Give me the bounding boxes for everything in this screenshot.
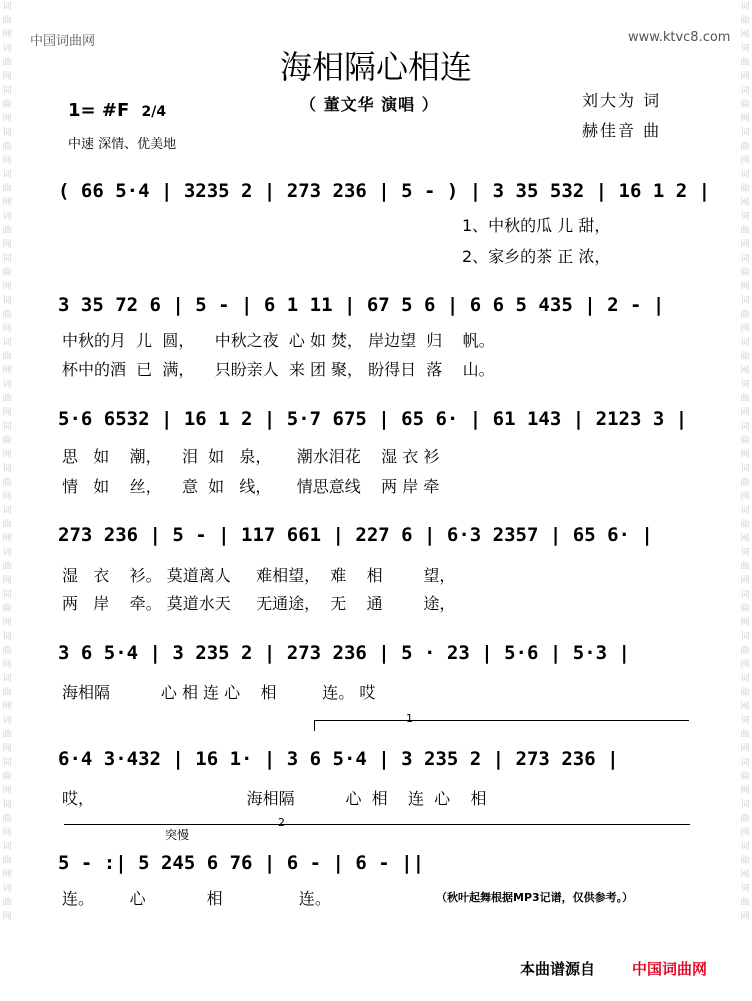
site-url-right[interactable]: www.ktvc8.com [628, 30, 731, 45]
watermark-left: 词曲网词曲网词曲网词曲网词曲网词曲网词曲网词曲网词曲网词曲网词曲网词曲网词曲网词曲网词曲网词曲网词曲网词曲网词曲网词曲网词曲网词曲网 [2, 2, 12, 922]
score-line-2-lyric-1: 中秋的月 儿 圆， 中秋之夜 心 如 焚， 岸边望 归 帆。 [62, 331, 495, 350]
composer-credit: 赫佳音 曲 [582, 121, 662, 140]
volta-2-bracket [64, 824, 690, 835]
score-line-3-notes: 5·6 6532 | 16 1 2 | 5·7 675 | 65 6· | 61 143 | 2123 3 | [58, 408, 688, 430]
key-text: 1= #F [68, 100, 130, 121]
volta-2-label: 2 [278, 816, 285, 829]
score-line-3-lyric-1: 思 如 潮， 泪 如 泉， 潮水泪花 湿 衣 衫 [62, 447, 440, 466]
watermark-right: 词曲网词曲网词曲网词曲网词曲网词曲网词曲网词曲网词曲网词曲网词曲网词曲网词曲网词曲网词曲网词曲网词曲网词曲网词曲网词曲网词曲网词曲网 [740, 2, 750, 922]
volta-1-label: 1 [406, 712, 413, 725]
score-line-1-lyric-1: 1、中秋的瓜 儿 甜， [462, 216, 611, 235]
score-line-7-lyric: 连。 心 相 连。 [62, 889, 331, 908]
score-line-6-notes: 6·4 3·432 | 16 1· | 3 6 5·4 | 3 235 2 | 273 236 | [58, 748, 619, 770]
key-signature [68, 100, 166, 121]
footer-source-label: 本曲谱源自 [520, 960, 596, 978]
score-line-1-lyric-2: 2、家乡的茶 正 浓， [462, 247, 611, 266]
score-line-2-lyric-2: 杯中的酒 已 满， 只盼亲人 来 团 聚， 盼得日 落 山。 [62, 360, 495, 379]
song-title: 海相隔心相连 [279, 48, 472, 86]
tempo-marking: 中速 深情、优美地 [68, 137, 177, 152]
score-line-2-notes: 3 35 72 6 | 5 - | 6 1 11 | 67 5 6 | 6 6 5 435 | 2 - | [58, 294, 665, 316]
score-line-7-notes: 5 - :| 5 245 6 76 | 6 - | 6 - || [58, 852, 425, 874]
tempo-change-marking: 突慢 [165, 828, 190, 842]
volta-1-bracket [314, 720, 689, 731]
score-line-4-lyric-2: 两 岸 牵。 莫道水天 无通途， 无 通 途， [62, 594, 456, 613]
score-line-3-lyric-2: 情 如 丝， 意 如 线， 情思意线 两 岸 牵 [62, 477, 440, 496]
site-name-left[interactable]: 中国词曲网 [30, 34, 96, 49]
lyricist-credit: 刘大为 词 [582, 91, 662, 110]
transcription-remark: （秋叶起舞根据MP3记谱，仅供参考。） [436, 891, 634, 904]
score-line-4-lyric-1: 湿 衣 衫。 莫道离人 难相望， 难 相 望， [62, 566, 456, 585]
time-signature: 2/4 [141, 104, 167, 120]
score-line-5-notes: 3 6 5·4 | 3 235 2 | 273 236 | 5 · 23 | 5·6 | 5·3 | [58, 642, 630, 664]
footer-source-site[interactable]: 中国词曲网 [632, 960, 708, 978]
score-line-1-notes: ( 66 5·4 | 3235 2 | 273 236 | 5 - ) | 3 35 532 | 16 1 2 | [58, 180, 711, 202]
score-line-4-notes: 273 236 | 5 - | 117 661 | 227 6 | 6·3 2357 | 65 6· | [58, 524, 653, 546]
score-line-5-lyric: 海相隔 心 相 连 心 相 连。 哎 [62, 683, 376, 702]
singer-credit: （ 董文华 演唱 ） [300, 95, 439, 114]
score-line-6-lyric: 哎， 海相隔 心 相 连 心 相 [62, 789, 487, 808]
